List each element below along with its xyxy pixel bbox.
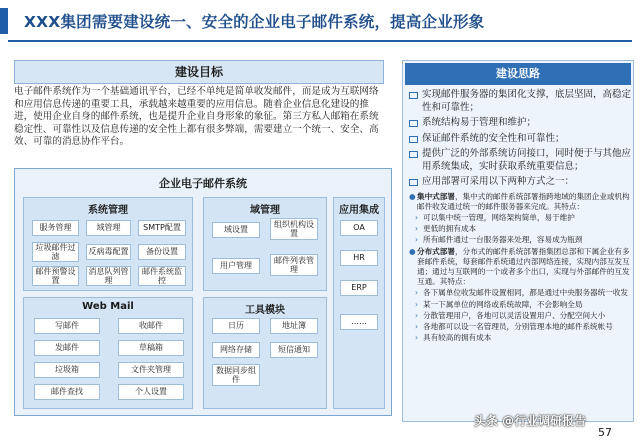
- list-item-text: 更低的拥有成本: [423, 224, 477, 234]
- module-chip: 日历: [212, 318, 260, 334]
- square-bullet-icon: [409, 179, 418, 186]
- panel-title: 系统管理: [88, 205, 128, 216]
- module-chip: 域设置: [212, 222, 260, 238]
- list-item: [415, 224, 631, 234]
- panel-title: 应用集成: [339, 205, 379, 216]
- panel-domain-management: [203, 197, 327, 291]
- module-chip: 消息队列管理: [86, 266, 131, 286]
- module-chip: 收邮件: [118, 318, 184, 334]
- list-item-text: 各地都可以设一名管理员，分别管理本地的邮件系统帐号: [423, 321, 613, 331]
- list-item: [415, 288, 631, 298]
- panel-title: 域管理: [250, 205, 280, 216]
- list-item-text: 提供广泛的外部系统访问接口，同时便于与其他应用系统集成，实时获取系统重要信息；: [422, 148, 632, 172]
- distributed-deployment: [409, 247, 631, 288]
- module-chip: ……: [340, 314, 378, 330]
- module-chip: 服务管理: [32, 220, 79, 236]
- email-system-title: 企业电子邮件系统: [159, 177, 247, 190]
- arrow-bullet-icon: ›: [415, 235, 419, 245]
- distributed-label: 分布式部署: [417, 246, 455, 256]
- module-chip: 发邮件: [34, 340, 100, 356]
- module-chip: 垃圾箱: [34, 362, 100, 378]
- arrow-bullet-icon: ›: [415, 212, 419, 222]
- list-item: [415, 322, 631, 332]
- list-item: [409, 89, 631, 114]
- list-item: [409, 117, 631, 130]
- module-chip: 用户管理: [212, 258, 260, 274]
- panel-title: 工具模块: [245, 305, 285, 316]
- approach-panel: [402, 60, 634, 422]
- module-chip: 写邮件: [34, 318, 100, 334]
- module-chip: 个人设置: [118, 384, 184, 400]
- page-number: 57: [598, 426, 612, 439]
- panel-title: Web Mail: [82, 301, 134, 312]
- square-bullet-icon: [409, 92, 418, 99]
- distributed-desc: ，分布式的邮件系统部署指集团总部和下属企业有多套邮件系统，每套邮件系统通过内部网络连接，实现内部互发互通；通过与互联网的一个或者多个出口，实现与外部邮件的互发互通。其特点：: [417, 246, 630, 287]
- module-chip: 组织机构设置: [270, 218, 318, 240]
- distributed-text: [417, 247, 631, 288]
- title-bar: [0, 0, 640, 46]
- module-chip: 短信通知: [270, 342, 318, 358]
- list-item-text: 分散管理用户，各地可以灵活设置用户、分配空间大小: [423, 310, 606, 320]
- arrow-bullet-icon: ›: [415, 321, 419, 331]
- list-item-text: 实现邮件服务器的集团化支撑，底层坚固，高稳定性和可靠性；: [422, 89, 632, 113]
- module-chip: OA: [340, 220, 378, 236]
- list-item: [415, 333, 631, 343]
- bullet-icon: ●: [409, 191, 416, 201]
- square-bullet-icon: [409, 136, 418, 143]
- module-chip: 邮件系统监控: [138, 266, 186, 286]
- list-item-text: 所有邮件通过一台服务器来处理，容易成为瓶颈: [423, 235, 583, 245]
- list-item: [415, 213, 631, 223]
- panel-system-management: [23, 197, 193, 291]
- arrow-bullet-icon: ›: [415, 333, 419, 343]
- list-item: [409, 176, 631, 189]
- module-chip: 邮件查找: [34, 384, 100, 400]
- module-chip: SMTP配置: [138, 220, 186, 236]
- centralized-desc: ，集中式的邮件系统部署指跨地域的集团企业或机构邮件收发通过统一的邮件服务器来完成。其特点：: [417, 191, 630, 211]
- watermark-footer: 头条 @行业调研报告: [474, 414, 587, 428]
- page-title: XXX集团需要建设统一、安全的企业电子邮件系统，提高企业形象: [24, 13, 485, 31]
- list-item-text: 系统结构易于管理和维护；: [422, 117, 537, 128]
- bullet-icon: ●: [409, 246, 416, 256]
- list-item: [409, 133, 631, 146]
- panel-app-integration: [333, 197, 385, 409]
- list-item: [415, 311, 631, 321]
- square-bullet-icon: [409, 120, 418, 127]
- list-item-text: 保证邮件系统的安全性和可靠性；: [422, 132, 565, 144]
- module-chip: 文件夹管理: [118, 362, 184, 378]
- panel-webmail: [23, 297, 193, 409]
- goal-heading: 建设目标: [14, 60, 384, 84]
- list-item-text: 某一下属单位的网络或系统故障，不会影响全局: [423, 299, 583, 309]
- module-chip: ERP: [340, 280, 378, 296]
- module-chip: 备份设置: [138, 244, 186, 260]
- list-item-text: 应用部署可采用以下两种方式之一：: [422, 176, 575, 187]
- centralized-text: [417, 192, 631, 212]
- goal-text: 电子邮件系统作为一个基础通讯平台，已经不单纯是简单收发邮件，而是成为互联网络和应用信息传递的重要工具，承载越来越重要的应用信息。随着企业信息化建设的推进，使用企业自身的邮件系统，也是提升企业自身形象的象征。第三方私人邮箱在系统稳定性、可靠性以及信息传递的安全性上都有很多弊端，需要建立一个统一、安全、高效、可靠的消息协作平台。: [14, 86, 379, 148]
- panel-tools: [203, 297, 327, 409]
- centralized-label: 集中式部署: [417, 191, 455, 201]
- list-item: [415, 300, 631, 310]
- centralized-deployment: [409, 192, 631, 212]
- square-bullet-icon: [409, 151, 418, 158]
- module-chip: 反病毒配置: [86, 244, 131, 260]
- list-item-text: 具有较高的拥有成本: [423, 333, 492, 343]
- module-chip: 地址簿: [270, 318, 318, 334]
- arrow-bullet-icon: ›: [415, 299, 419, 309]
- arrow-bullet-icon: ›: [415, 224, 419, 234]
- list-item: [409, 148, 631, 173]
- module-chip: 网络存储: [212, 342, 260, 358]
- approach-list: [409, 89, 631, 344]
- list-item-text: 各下属单位收发邮件设置相同，都是通过中央服务器统一收发: [423, 288, 629, 298]
- module-chip: 垃圾邮件过滤: [32, 242, 79, 262]
- module-chip: 草稿箱: [118, 340, 184, 356]
- module-chip: 邮件预警设置: [32, 266, 79, 286]
- arrow-bullet-icon: ›: [415, 310, 419, 320]
- title-accent-bar: [0, 8, 8, 34]
- module-chip: 域管理: [86, 220, 131, 236]
- approach-heading: 建设思路: [405, 63, 631, 85]
- title-divider: [8, 40, 632, 42]
- list-item: [415, 235, 631, 245]
- list-item-text: 可以集中统一管理，网络架构简单，易于维护: [423, 212, 575, 222]
- module-chip: HR: [340, 250, 378, 266]
- module-chip: 邮件列表管理: [270, 254, 318, 276]
- arrow-bullet-icon: ›: [415, 288, 419, 298]
- email-system-diagram: [14, 168, 392, 416]
- module-chip: 数据同步组件: [212, 364, 260, 386]
